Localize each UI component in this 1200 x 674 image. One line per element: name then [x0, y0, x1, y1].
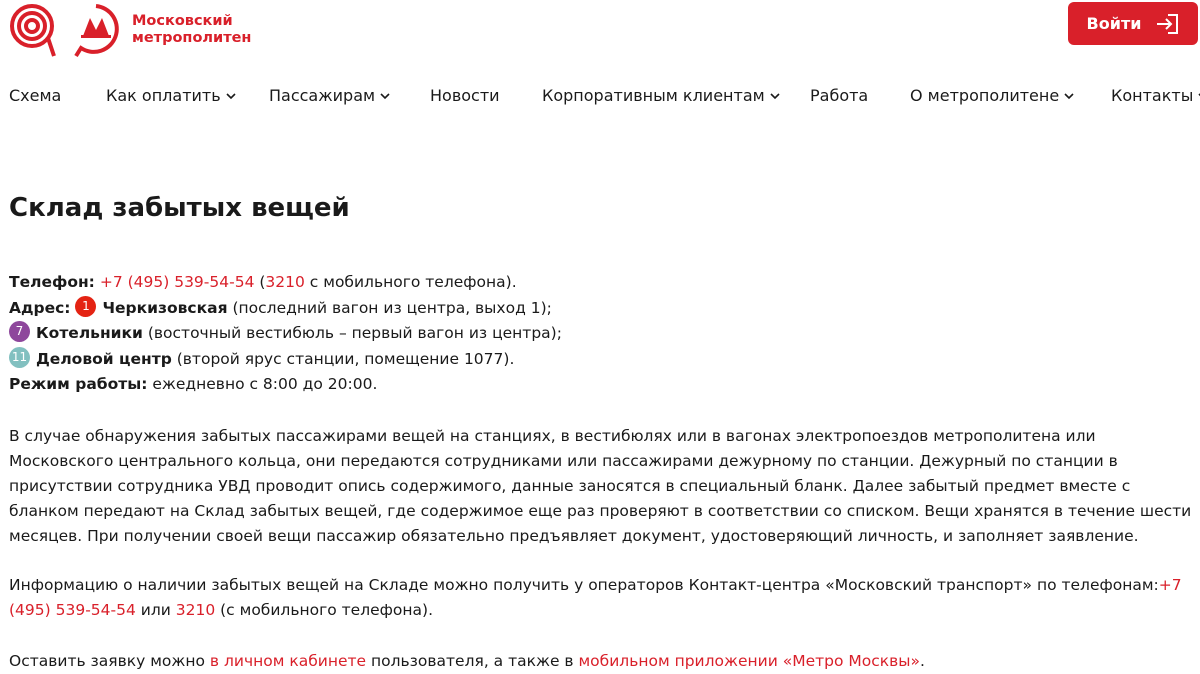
- nav-item-scheme[interactable]: [9, 86, 61, 105]
- paragraph-mid: пользователя, а также в: [366, 652, 579, 670]
- personal-account-link[interactable]: в личном кабинете: [209, 652, 367, 670]
- nav-item-label: Контакты: [1111, 86, 1194, 105]
- contact-phone-link[interactable]: +7 (495) 539-54-54: [9, 576, 1182, 619]
- chevron-down-icon: [1064, 93, 1074, 100]
- paragraph-end: .: [919, 652, 925, 670]
- nav-item-jobs[interactable]: [810, 86, 868, 105]
- hours-value: ежедневно с 8:00 до 20:00.: [147, 375, 378, 393]
- phone-label: Телефон:: [9, 273, 95, 291]
- login-button-label: Войти: [1086, 14, 1142, 33]
- chevron-down-icon: [226, 93, 236, 100]
- address-label: Адрес:: [9, 298, 71, 317]
- station-note: (последний вагон из центра, выход 1);: [227, 298, 552, 317]
- logo-line-1: Московский: [132, 13, 233, 29]
- address-row: [9, 347, 1194, 373]
- logo-text: [132, 13, 251, 47]
- nav-item-label: Схема: [9, 86, 62, 105]
- contact-short-number-link[interactable]: 3210: [175, 601, 216, 619]
- station-note: (восточный вестибюль – первый вагон из центра);: [142, 324, 562, 342]
- hours-label: Режим работы:: [9, 375, 148, 393]
- logo[interactable]: [8, 2, 251, 58]
- paragraph-contact-center: [9, 573, 1194, 623]
- nav-item-contacts[interactable]: [1111, 86, 1200, 105]
- paragraph-suffix: (с мобильного телефона).: [215, 601, 433, 619]
- mcd-logo-icon: [8, 2, 60, 58]
- nav-item-corporate[interactable]: [542, 86, 780, 105]
- nav-item-label: Новости: [430, 86, 500, 105]
- phone-link[interactable]: +7 (495) 539-54-54: [99, 273, 255, 291]
- nav-item-label: Как оплатить: [106, 86, 221, 105]
- chevron-down-icon: [770, 93, 780, 100]
- nav-item-passengers[interactable]: [269, 86, 390, 105]
- metro-line-7-icon: 7: [9, 321, 30, 342]
- contact-info: [9, 270, 1194, 398]
- station-name: Котельники: [36, 324, 143, 342]
- paragraph-text: Информацию о наличии забытых вещей на Складе можно получить у операторов Контакт-центра «Московский транспорт» по телефонам:: [9, 576, 1159, 594]
- chevron-down-icon: [380, 93, 390, 100]
- station-note: (второй ярус станции, помещение 1077).: [171, 349, 515, 368]
- metro-logo-icon: [68, 2, 124, 58]
- logo-line-2: метрополитен: [132, 30, 252, 46]
- hours-row: [9, 372, 1194, 398]
- short-number-link[interactable]: 3210: [265, 273, 305, 291]
- station-name: Деловой центр: [36, 349, 172, 368]
- header: [0, 0, 1200, 60]
- nav-item-about[interactable]: [910, 86, 1074, 105]
- page-title: Склад забытых вещей: [9, 193, 350, 223]
- nav-item-label: Работа: [810, 86, 869, 105]
- paragraph-request: [9, 649, 1194, 674]
- nav-item-how-to-pay[interactable]: [106, 86, 236, 105]
- paragraph-procedure: В случае обнаружения забытых пассажирами вещей на станциях, в вестибюлях или в вагонах электропоездов метрополитена или Московского центрального кольца, они передаются сотрудниками или пассажирами дежурному по станции. Дежурный по станции в присутствии сотрудника УВД проводит опись содержимого, данные заносятся в специальный бланк. Далее забытый предмет вместе с бланком передают на Склад забытых вещей, где содержимое еще раз проверяют в соответствии со списком. Вещи хранятся в течение шести месяцев. При получении своей вещи пассажир обязательно предъявляет документ, удостоверяющий личность, и заполняет заявление.: [9, 427, 1192, 545]
- nav-item-label: О метрополитене: [910, 86, 1060, 105]
- station-name: Черкизовская: [102, 298, 228, 317]
- phone-suffix: с мобильного телефона).: [304, 273, 517, 291]
- nav-item-label: Пассажирам: [269, 86, 376, 105]
- address-row: [9, 296, 1194, 322]
- login-button[interactable]: [1068, 2, 1198, 45]
- nav-item-news[interactable]: [430, 86, 500, 105]
- phone-row: [9, 270, 1194, 296]
- metro-line-11-icon: 11: [9, 347, 30, 368]
- address-row: [9, 321, 1194, 347]
- paragraph-or: или: [135, 601, 176, 619]
- mobile-app-link[interactable]: мобильном приложении «Метро Москвы»: [578, 652, 920, 670]
- paragraph-text: Оставить заявку можно: [9, 652, 210, 670]
- metro-line-1-icon: 1: [75, 296, 96, 317]
- login-arrow-icon: [1155, 13, 1179, 35]
- nav-item-label: Корпоративным клиентам: [542, 86, 765, 105]
- phone-open: (: [254, 273, 266, 291]
- main-nav: [0, 86, 1200, 110]
